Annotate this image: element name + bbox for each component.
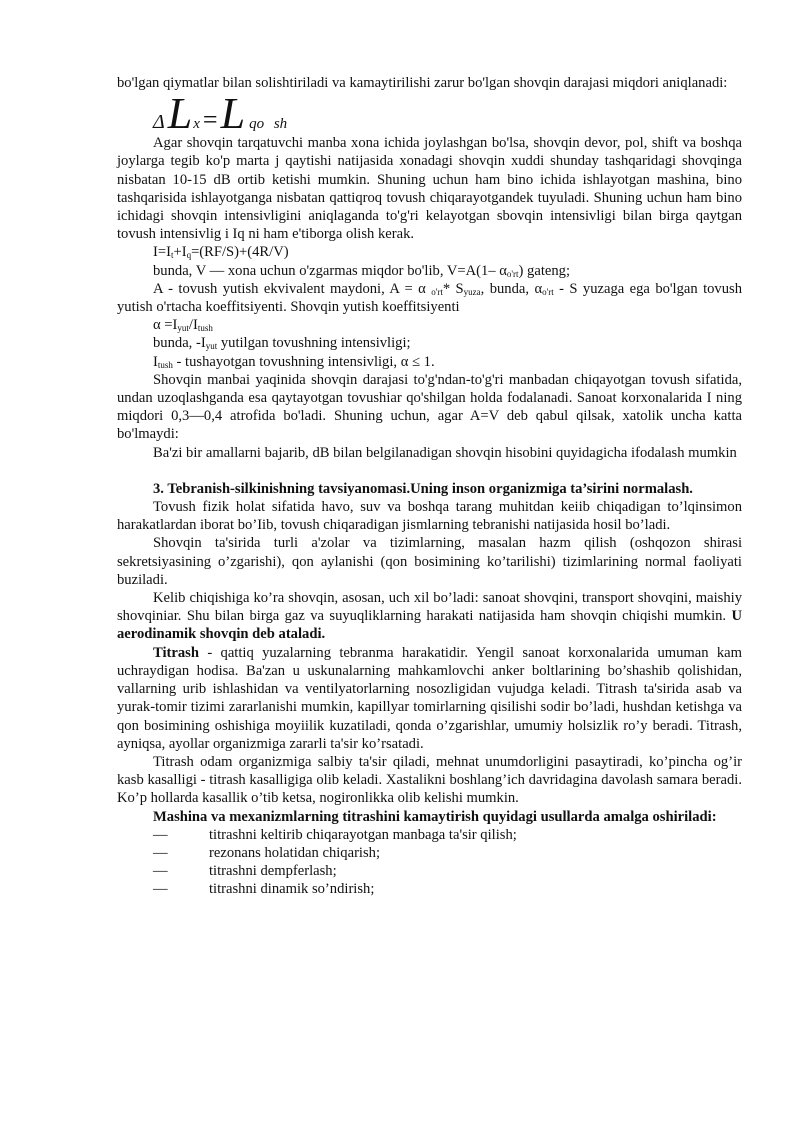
eq1-part-a: I=I: [153, 244, 171, 261]
p4-sub1: o'rt: [431, 286, 443, 297]
formula-sub-qosh: qo sh: [249, 116, 288, 133]
list-item-text: rezonans holatidan chiqarish;: [209, 844, 381, 861]
list-dash: —: [153, 881, 168, 898]
paragraph-db-calc: Ba'zi bir amallarni bajarib, dB bilan belgilanadigan shovqin hisobini quyidagicha ifodalash mumkin: [153, 444, 737, 461]
list-item: [117, 862, 742, 880]
list-item: [117, 844, 742, 862]
p4-part-d: - S yuzaga ega bo'lgan tovush yutish o'rtacha koeffitsiyenti. Shovqin yutish koeffitsiyenti: [117, 280, 743, 316]
list-item: [117, 880, 742, 898]
paragraph-absorption-area: [117, 280, 742, 316]
eq1-sub-t: t: [170, 250, 174, 261]
equation-intensity: [117, 243, 742, 261]
formula-equals: =: [202, 105, 218, 135]
p4-part-b: * S: [442, 280, 464, 297]
p5-part-a: bunda, -I: [153, 335, 206, 352]
formula-delta-lx: [153, 89, 742, 139]
p4-sub2: yuza: [463, 286, 481, 297]
eq2-part-b: /I: [188, 317, 198, 334]
p4-part-c: , bunda, α: [480, 280, 543, 297]
p3-part-a: bunda, V — xona uchun o'zgarmas miqdor bo'lib, V=A(1– α: [153, 262, 507, 279]
eq1-part-c: =(RF/S)+(4R/V): [191, 244, 289, 261]
paragraph-vibration-disease: Titrash odam organizmiga salbiy ta'sir qiladi, mehnat unumdorligini pasaytiradi, ko’pincha og’ir kasb kasalligi - titrash kasalligiga olib keladi. Xastalikni boshlang’ich davridagina davolash samara beradi. Ko’p hollarda kasallik o’tib ketsa, nogironlikka olib kelishi mumkin.: [117, 753, 742, 807]
formula-delta: Δ: [153, 111, 165, 134]
list-item-text: titrashni dempferlash;: [209, 863, 337, 880]
list-item-text: titrashni keltirib chiqarayotgan manbaga ta'sir qilish;: [209, 826, 517, 843]
paragraph-itush: [117, 353, 742, 371]
paragraph-noise-effects: Shovqin ta'sirida turli a'zolar va tizimlarning, masalan hazm qilish (oshqozon shirasi sekretsiyasining o’zgarishi), qon aylanishi (qon bosimining ko’tarilishi) tizimlarining normal faoliyati buziladi.: [117, 535, 742, 588]
paragraph-intro: bo'lgan qiymatlar bilan solishtiriladi va kamaytirilishi zarur bo'lgan shovqin darajasi miqdori aniqlanadi:: [117, 75, 728, 91]
formula-sub-x: x: [193, 116, 200, 133]
p11-text: Kelib chiqishiga ko’ra shovqin, asosan, uch xil bo’ladi: sanoat shovqini, transport shovqini, maishiy shovqiniar. Shu bilan birga gaz va suyuqliklarning harakati natijasida ham shovqin chiqishi mumkin.: [117, 590, 742, 625]
p11-bold: U aerodinamik shovqin deb ataladi.: [117, 608, 742, 643]
formula-l1: L: [167, 89, 193, 139]
p6-sub: tush: [157, 359, 173, 370]
p12-text: - qattiq yuzalarning tebranma harakatidir. Yengil sanoat korxonalarida umuman kam uchraydigan hodisa. Ba'zan u uskunalarning mahkamlovchi anker boltlarining bo’shashib qolishidan, vallarning urib ishlashidan va ventilyatorlarning nosozligidan vujudga keladi. Titrash ta'sirida asab va yurak-tomir tizimi zararlanishi mumkin, kapillyar tomirlarning qisilishi sodir bo’ladi, hushdan ketishga va qon bosimining oshishiga moyiilik kuzatiladi, qonda o’zgarishlar, umumiy holsizlik ro’y beradi. Titrash, ayniqsa, ayollar organizmiga zararli ta'sir ko’rsatadi.: [117, 644, 742, 752]
spacer: [117, 462, 742, 480]
list-item: [117, 826, 742, 844]
eq1-sub-q: q: [186, 250, 192, 261]
paragraph-noise-source: Agar shovqin tarqatuvchi manba xona ichida joylashgan bo'lsa, shovqin devor, pol, shift va boshqa joylarga tegib ko'p marta j qaytishi natijasida xonadagi shovqin xuddi shunday tashqaridagi shovqinga nisbatan 10-15 dB ortib ketishi mumkin. Shuning uchun ham bino ichida ishlayotgan mashina, bino tashqarisida ishlayotganga nisbatan qattiqroq tovush chiqarayotgandek tuyuladi. Shuning uchun ham bino ichidagi shovqin intensivligini aniqlaganda to'g'ri kelayotgan sbovqin intensivligi bilan birga qaytgan tovush intensivlig i Iq ni ham e'tiborga olish kerak.: [117, 135, 742, 243]
paragraph-vibration-definition: [117, 644, 742, 753]
paragraph-near-source: Shovqin manbai yaqinida shovqin darajasi to'g'ndan-to'g'ri manbadan chiqayotgan tovush sifatida, undan uzoqlashganda esa qaytayotgan tovushiar qo'shilgan holda fodalanadi. Sanoat korxonalarida I ning miqdori 0,3—0,4 atrofida bo'ladi. Shuning uchun, agar A=V deb qabul qilsak, xatolik uncha katta bo'lmaydi:: [117, 371, 742, 443]
list-dash: —: [153, 826, 168, 843]
paragraph-noise-types: [117, 589, 742, 644]
p3-sub: o'rt: [506, 268, 519, 279]
p6-part-b: - tushayotgan tovushning intensivligi, α ≤ 1.: [172, 353, 435, 370]
section-heading-text: 3. Tebranish-silkinishning tavsiyanomasi.Uning inson organizmiga ta’sirini normalash.: [153, 480, 693, 497]
list-item-text: titrashni dinamik so’ndirish;: [209, 881, 375, 898]
section-heading-3: [117, 480, 742, 498]
p6-part-a: I: [153, 353, 158, 370]
p14-bold: Mashina va mexanizmlarning titrashini kamaytirish quyidagi usullarda amalga oshiriladi:: [153, 808, 717, 825]
p5-part-b: yutilgan tovushning intensivligi;: [217, 335, 411, 352]
list-dash: —: [153, 863, 168, 880]
eq2-sub1: yut: [177, 323, 189, 334]
eq2-part-a: α =I: [153, 317, 178, 334]
paragraph-where-iyut: [117, 334, 742, 352]
paragraph-reduction-methods: [117, 808, 742, 826]
paragraph-where-v: [117, 262, 742, 280]
eq2-sub2: tush: [197, 323, 213, 334]
p4-sub3: o'rt: [542, 286, 554, 297]
eq1-part-b: +I: [173, 244, 187, 261]
p3-part-b: ) gateng;: [518, 262, 571, 279]
p4-part-a: A - tovush yutish ekvivalent maydoni, A = α: [153, 280, 432, 297]
term-titrash: Titrash: [153, 644, 199, 661]
list-dash: —: [153, 844, 168, 861]
equation-alpha: [117, 316, 742, 334]
formula-l2: L: [220, 89, 246, 139]
paragraph-sound-physics: Tovush fizik holat sifatida havo, suv va boshqa tarang muhitdan keiib chiqadigan to’lqinsimon harakatlardan iborat bo’Iib, tovush chiqaradigan jismlarning tebranishi natijasida hosil bo’ladi.: [117, 499, 742, 534]
p5-sub: yut: [205, 341, 218, 352]
